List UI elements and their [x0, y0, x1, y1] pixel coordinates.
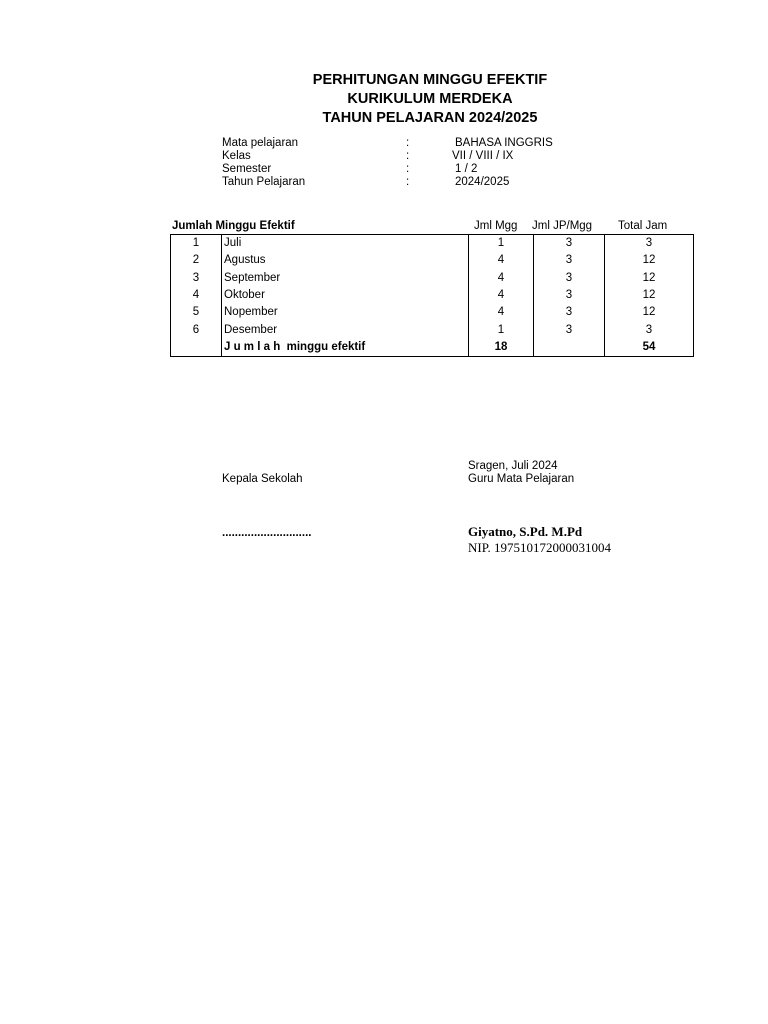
cell-month: Agustus — [222, 252, 469, 269]
info-label-year: Tahun Pelajaran — [222, 176, 306, 188]
total-label: J u m l a h minggu efektif — [222, 339, 469, 357]
cell-jp: 3 — [534, 321, 605, 338]
info-value-year: 2024/2025 — [455, 176, 510, 188]
document-title-line-2: KURIKULUM MERDEKA — [347, 91, 513, 107]
principal-role: Kepala Sekolah — [222, 473, 303, 485]
info-colon: : — [406, 176, 410, 188]
teacher-nip: NIP. 197510172000031004 — [468, 540, 612, 555]
info-value-subject: BAHASA INGGRIS — [455, 137, 553, 149]
total-mgg: 18 — [469, 339, 534, 357]
header-total-jam: Total Jam — [618, 220, 668, 232]
cell-jp: 3 — [534, 252, 605, 269]
info-label-subject: Mata pelajaran — [222, 137, 299, 149]
info-label-semester: Semester — [222, 163, 272, 175]
cell-mgg: 4 — [469, 252, 534, 269]
cell-total: 3 — [645, 323, 653, 336]
place-date: Sragen, Juli 2024 — [468, 460, 558, 472]
cell-total: 12 — [642, 289, 656, 302]
cell-jp: 3 — [534, 235, 605, 253]
cell-total: 12 — [642, 254, 656, 267]
cell-total: 3 — [645, 237, 653, 250]
table-row — [171, 235, 694, 253]
cell-no: 6 — [171, 321, 222, 338]
table-header — [172, 220, 692, 234]
document-title-line-3: TAHUN PELAJARAN 2024/2025 — [322, 110, 538, 126]
info-value-semester: 1 / 2 — [455, 163, 478, 175]
cell-no: 2 — [171, 252, 222, 269]
cell-no: 4 — [171, 287, 222, 304]
teacher-role: Guru Mata Pelajaran — [468, 473, 575, 485]
header-jml-mgg: Jml Mgg — [474, 220, 518, 232]
cell-mgg: 4 — [469, 287, 534, 304]
total-jam: 54 — [642, 340, 656, 353]
info-colon: : — [406, 163, 410, 175]
cell-month: Desember — [222, 321, 469, 338]
table-row — [171, 287, 694, 304]
cell-no: 1 — [171, 235, 222, 253]
table-row — [171, 252, 694, 269]
table-row — [171, 321, 694, 338]
cell-total: 12 — [642, 306, 656, 319]
cell-mgg: 4 — [469, 304, 534, 321]
cell-month: Juli — [222, 235, 469, 253]
header-jml-jp: Jml JP/Mgg — [532, 220, 593, 232]
section-title: Jumlah Minggu Efektif — [172, 220, 295, 232]
teacher-name: Giyatno, S.Pd. M.Pd — [468, 524, 583, 539]
table-total-row — [171, 339, 694, 357]
info-value-class: VII / VIII / IX — [452, 150, 514, 162]
cell-mgg: 4 — [469, 270, 534, 287]
cell-total: 12 — [642, 271, 656, 284]
cell-mgg: 1 — [469, 235, 534, 253]
total-jp — [534, 339, 605, 357]
info-label-class: Kelas — [222, 150, 251, 162]
info-colon: : — [406, 150, 410, 162]
document-title-line-1: PERHITUNGAN MINGGU EFEKTIF — [312, 72, 548, 88]
cell-month: Nopember — [222, 304, 469, 321]
cell-mgg: 1 — [469, 321, 534, 338]
cell-month: September — [222, 270, 469, 287]
cell-month: Oktober — [222, 287, 469, 304]
table-row — [171, 304, 694, 321]
cell-jp: 3 — [534, 304, 605, 321]
cell-no-empty — [171, 339, 222, 357]
table-row — [171, 270, 694, 287]
effective-weeks-table — [170, 234, 694, 357]
info-colon: : — [406, 137, 410, 149]
cell-jp: 3 — [534, 270, 605, 287]
cell-jp: 3 — [534, 287, 605, 304]
cell-no: 5 — [171, 304, 222, 321]
principal-name-placeholder: ............................ — [222, 527, 312, 539]
cell-no: 3 — [171, 270, 222, 287]
